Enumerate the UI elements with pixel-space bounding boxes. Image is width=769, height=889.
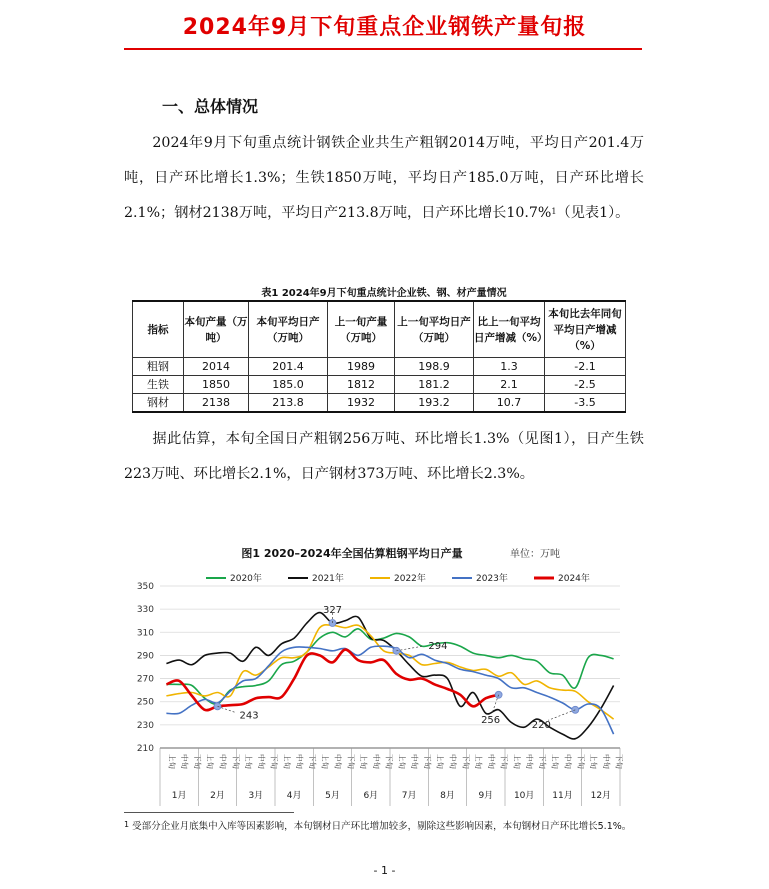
legend-label: 2020年 bbox=[230, 574, 262, 584]
x-tick-label: 中旬 bbox=[448, 754, 458, 769]
x-tick-label: 下旬 bbox=[461, 754, 471, 769]
title-divider bbox=[124, 48, 642, 50]
table-row bbox=[133, 394, 626, 413]
annotation-marker bbox=[214, 703, 221, 710]
x-tick-label: 上旬 bbox=[512, 754, 522, 769]
data-label: 256 bbox=[481, 714, 501, 726]
month-label: 4月 bbox=[286, 791, 302, 801]
y-tick-label: 250 bbox=[136, 697, 154, 708]
month-label: 2月 bbox=[210, 791, 225, 801]
table-cell: 1989 bbox=[328, 358, 395, 376]
month-label: 6月 bbox=[363, 791, 379, 801]
x-tick-label: 中旬 bbox=[371, 754, 381, 769]
annotation-marker bbox=[572, 706, 579, 713]
table-header: 指标 bbox=[133, 301, 184, 358]
paragraph-summary bbox=[124, 126, 644, 231]
paragraph-estimate bbox=[124, 422, 644, 492]
x-tick-label: 中旬 bbox=[601, 754, 611, 769]
table-cell: 193.2 bbox=[395, 394, 474, 413]
month-label: 12月 bbox=[590, 791, 612, 801]
x-tick-label: 中旬 bbox=[410, 754, 420, 769]
x-tick-label: 中旬 bbox=[486, 754, 496, 769]
x-tick-label: 上旬 bbox=[589, 754, 599, 769]
table-cell: -2.5 bbox=[545, 376, 626, 394]
table-cell: 185.0 bbox=[249, 376, 328, 394]
x-tick-label: 上旬 bbox=[167, 754, 177, 769]
x-tick-label: 下旬 bbox=[422, 754, 432, 769]
table-cell: 2.1 bbox=[474, 376, 545, 394]
y-tick-label: 350 bbox=[136, 582, 154, 592]
footnote-ref[interactable]: 1 bbox=[551, 207, 557, 216]
x-tick-label: 中旬 bbox=[563, 754, 573, 769]
x-tick-label: 上旬 bbox=[359, 754, 369, 769]
table-cell: 2138 bbox=[184, 394, 249, 413]
x-tick-label: 下旬 bbox=[499, 754, 509, 769]
month-label: 1月 bbox=[171, 791, 187, 801]
table-cell: 1812 bbox=[328, 376, 395, 394]
y-tick-label: 330 bbox=[136, 605, 154, 616]
x-tick-label: 中旬 bbox=[525, 754, 535, 769]
month-label: 10月 bbox=[513, 791, 535, 801]
x-tick-label: 上旬 bbox=[244, 754, 254, 769]
month-label: 8月 bbox=[440, 791, 455, 801]
chart-title: 图1 2020–2024年全国估算粗钢平均日产量 bbox=[241, 547, 463, 560]
data-label: 327 bbox=[322, 605, 343, 617]
page-number: - 1 - bbox=[373, 864, 396, 877]
x-tick-label: 中旬 bbox=[180, 754, 190, 769]
footnote bbox=[124, 817, 644, 836]
table-cell: 粗钢 bbox=[133, 358, 184, 376]
x-tick-label: 下旬 bbox=[537, 754, 547, 769]
table-caption: 表1 2024年9月下旬重点统计企业铁、钢、材产量情况 bbox=[261, 288, 507, 299]
x-tick-label: 下旬 bbox=[614, 754, 624, 769]
table-row bbox=[133, 376, 626, 394]
x-tick-label: 上旬 bbox=[435, 754, 445, 769]
table-cell: 181.2 bbox=[395, 376, 474, 394]
x-tick-label: 上旬 bbox=[205, 754, 215, 769]
month-label: 5月 bbox=[325, 791, 340, 801]
x-tick-label: 中旬 bbox=[333, 754, 343, 769]
footnote-text: 受部分企业月底集中入库等因素影响，本旬钢材日产环比增加较多，剔除这些影响因素，本旬钢材日产环比增长5.1%。 bbox=[132, 821, 632, 832]
table-cell: 生铁 bbox=[133, 376, 184, 394]
legend-label: 2023年 bbox=[476, 574, 508, 584]
x-tick-label: 下旬 bbox=[346, 754, 356, 769]
legend-label: 2022年 bbox=[394, 574, 426, 584]
annotation-leader bbox=[548, 710, 575, 721]
estimate-text: 据此估算，本旬全国日产粗钢256万吨、环比增长1.3%（见图1），日产生铁223万吨、环比增长2.1%，日产钢材373万吨、环比增长2.3%。 bbox=[124, 431, 644, 482]
y-tick-label: 310 bbox=[136, 628, 154, 639]
x-tick-label: 下旬 bbox=[231, 754, 241, 769]
footnote-mark: 1 bbox=[124, 820, 130, 829]
month-label: 3月 bbox=[248, 791, 264, 801]
table-header: 比上一旬平均日产增减（%） bbox=[474, 301, 545, 358]
doc-title: 2024年9月下旬重点企业钢铁产量旬报 bbox=[182, 15, 587, 40]
y-tick-label: 230 bbox=[136, 720, 154, 731]
x-tick-label: 中旬 bbox=[295, 754, 305, 769]
table-cell: 2014 bbox=[184, 358, 249, 376]
table-row bbox=[133, 358, 626, 376]
y-tick-label: 290 bbox=[136, 651, 154, 662]
table-header: 上一旬产量（万吨） bbox=[328, 301, 395, 358]
table-header-row bbox=[133, 301, 626, 358]
month-label: 9月 bbox=[478, 791, 494, 801]
table-cell: 1932 bbox=[328, 394, 395, 413]
table-cell: 10.7 bbox=[474, 394, 545, 413]
table-cell: 1850 bbox=[184, 376, 249, 394]
table-header: 本旬平均日产（万吨） bbox=[249, 301, 328, 358]
legend-label: 2024年 bbox=[558, 574, 590, 584]
month-label: 7月 bbox=[401, 791, 417, 801]
table-cell: -2.1 bbox=[545, 358, 626, 376]
section-heading: 一、总体情况 bbox=[162, 97, 259, 116]
x-tick-label: 下旬 bbox=[307, 754, 317, 769]
table-cell: 钢材 bbox=[133, 394, 184, 413]
data-label: 243 bbox=[239, 710, 259, 722]
x-tick-label: 上旬 bbox=[397, 754, 407, 769]
x-tick-label: 中旬 bbox=[218, 754, 228, 769]
month-label: 11月 bbox=[552, 791, 573, 801]
x-tick-label: 上旬 bbox=[550, 754, 560, 769]
table-header: 上一旬平均日产（万吨） bbox=[395, 301, 474, 358]
x-tick-label: 上旬 bbox=[282, 754, 292, 769]
legend-label: 2021年 bbox=[312, 574, 344, 584]
x-tick-label: 下旬 bbox=[576, 754, 586, 769]
table-header: 本旬比去年同旬平均日产增减（%） bbox=[545, 301, 626, 358]
data-label: 294 bbox=[428, 640, 448, 652]
steel-output-chart bbox=[124, 540, 644, 810]
chart-container bbox=[124, 540, 644, 810]
table-cell: 201.4 bbox=[249, 358, 328, 376]
footnote-divider bbox=[124, 812, 294, 813]
table-cell: 1.3 bbox=[474, 358, 545, 376]
table-cell: -3.5 bbox=[545, 394, 626, 413]
x-tick-label: 中旬 bbox=[256, 754, 266, 769]
table-cell: 198.9 bbox=[395, 358, 474, 376]
x-tick-label: 下旬 bbox=[192, 754, 202, 769]
x-tick-label: 下旬 bbox=[384, 754, 394, 769]
table-cell: 213.8 bbox=[249, 394, 328, 413]
y-tick-label: 270 bbox=[136, 674, 154, 685]
summary-text: 2024年9月下旬重点统计钢铁企业共生产粗钢2014万吨，平均日产201.4万吨，日产环比增长1.3%；生铁1850万吨，平均日产185.0万吨，日产环比增长2.1%；钢材2138万吨，平均日产213.8万吨，日产环比增长10.7% bbox=[124, 135, 644, 221]
x-tick-label: 上旬 bbox=[320, 754, 330, 769]
y-tick-label: 210 bbox=[136, 744, 154, 754]
table-header: 本旬产量（万吨） bbox=[184, 301, 249, 358]
x-tick-label: 上旬 bbox=[474, 754, 484, 769]
x-tick-label: 下旬 bbox=[269, 754, 279, 769]
data-label: 220 bbox=[531, 719, 551, 731]
chart-unit: 单位：万吨 bbox=[510, 549, 560, 560]
summary-tail: （见表1）。 bbox=[556, 205, 630, 221]
production-table bbox=[132, 300, 626, 413]
